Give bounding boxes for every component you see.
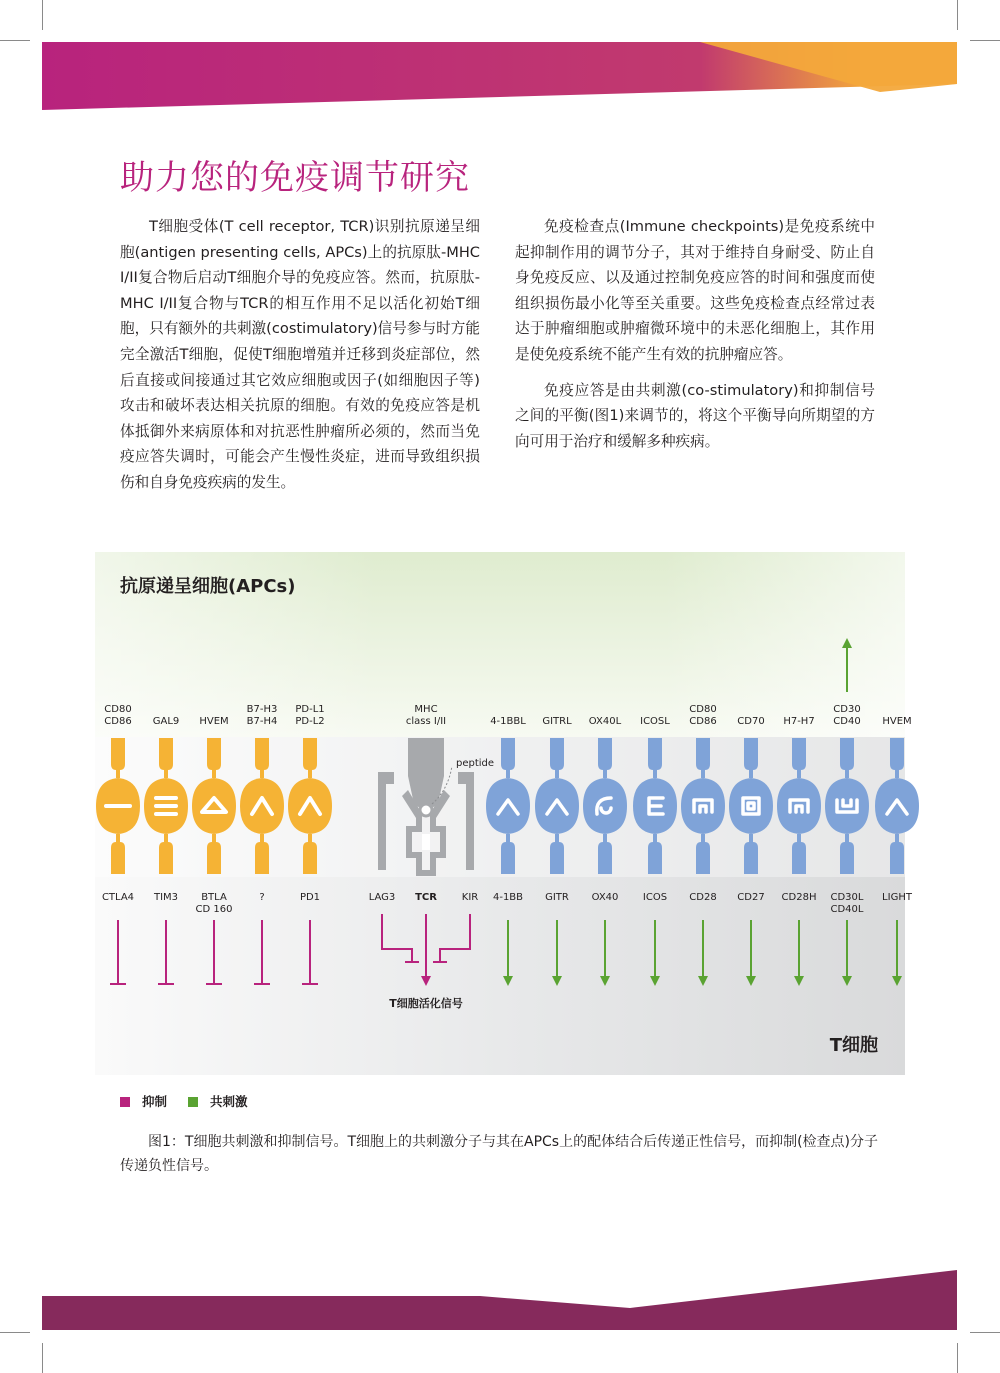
receptor-label: CTLA4 <box>101 892 135 903</box>
ligand-label: CD86 <box>104 716 132 727</box>
intro-column-right <box>515 214 875 454</box>
ligand-label: PD-L2 <box>295 716 325 727</box>
bottom-banner <box>0 1268 1000 1338</box>
ligand-label: HVEM <box>882 716 912 727</box>
receptor-label: KIR <box>461 892 479 903</box>
receptor-label: TIM3 <box>153 892 179 903</box>
mhc-molecule <box>408 738 444 776</box>
ligand-receptor-complex <box>240 778 284 834</box>
page-title: 助力您的免疫调节研究 <box>120 158 470 198</box>
ligand-label: MHC <box>414 704 438 715</box>
paragraph: T细胞受体(T cell receptor, TCR)识别抗原递呈细胞(antigen presenting cells, APCs)上的抗原肽-MHC I/II复合物后启动T细胞介导的免疫应答。然而，抗原肽-MHC I/II复合物与TCR的相互作用不足以活化初始T细胞，只有额外的共刺激(costimulatory)信号参与时方能完全激活T细胞，促使T细胞增殖并迁移到炎症部位，然后直接或间接通过其它效应细胞或因子(如细胞因子等) 攻击和破坏表达相关抗原的细胞。有效的免疫应答是机体抵御外来病原体和对抗恶性肿瘤所必须的，然而当免疫应答失调时，可能会产生慢性炎症，进而导致组织损伤和自身免疫疾病的发生。 <box>120 218 480 491</box>
ligand-label: B7-H3 <box>246 704 278 715</box>
ligand-receptor-complex <box>875 778 919 834</box>
receptor-label: CD28H <box>781 892 817 903</box>
receptor-label: PD1 <box>299 892 321 903</box>
receptor-label: GITR <box>545 892 569 903</box>
legend-inhibit <box>120 1092 167 1110</box>
receptor-label: LAG3 <box>368 892 396 903</box>
ligand-label: PD-L1 <box>295 704 325 715</box>
peptide-label: peptide <box>456 758 495 769</box>
receptor-label: BTLA <box>201 892 227 903</box>
receptor-label: LIGHT <box>882 892 912 903</box>
receptor-label: CD 160 <box>195 904 233 915</box>
ligand-label: HVEM <box>199 716 229 727</box>
receptor-label: OX40 <box>591 892 619 903</box>
activation-label: T细胞活化信号 <box>389 997 463 1010</box>
ligand-label: GITRL <box>542 716 572 727</box>
ligand-label: 4-1BBL <box>490 716 526 727</box>
figure-caption: 图1：T细胞共刺激和抑制信号。T细胞上的共刺激分子与其在APCs上的配体结合后传递正性信号，而抑制(检查点)分子传递负性信号。 <box>120 1134 879 1174</box>
ligand-label: ICOSL <box>640 716 670 727</box>
receptor-label: 4-1BB <box>492 892 524 903</box>
ligand-label: GAL9 <box>152 716 180 727</box>
top-banner <box>0 40 1000 112</box>
intro-column-left <box>120 214 480 496</box>
ligand-label: CD80 <box>104 704 132 715</box>
ligand-receptor-complex <box>535 778 579 834</box>
receptor-label: ICOS <box>642 892 668 903</box>
crop-mark <box>957 1343 958 1373</box>
receptor-label: TCR <box>415 892 437 903</box>
receptor-label: CD28 <box>689 892 717 903</box>
ligand-label: CD30 <box>833 704 861 715</box>
receptor-label: CD27 <box>737 892 765 903</box>
ligand-label: CD86 <box>689 716 717 727</box>
ligand-label: H7-H7 <box>783 716 815 727</box>
ligand-label: CD40 <box>833 716 861 727</box>
legend-costim <box>188 1092 248 1110</box>
ligand-receptor-complex <box>288 778 332 834</box>
crop-mark <box>957 0 958 30</box>
receptor-label: CD30L <box>830 892 864 903</box>
legend-costim-swatch <box>188 1097 198 1107</box>
legend-inhibit-swatch <box>120 1097 130 1107</box>
paragraph: 免疫检查点(Immune checkpoints)是免疫系统中起抑制作用的调节分子，其对于维持自身耐受、防止自身免疫反应、以及通过控制免疫应答的时间和强度而使组织损伤最小化等至关重要。这些免疫检查点经常过表达于肿瘤细胞或肿瘤微环境中的未恶化细胞上，其作用是使免疫系统不能产生有效的抗肿瘤应答。 <box>515 218 875 363</box>
costim-inhibit-diagram <box>95 552 912 1075</box>
ligand-label: B7-H4 <box>246 716 278 727</box>
ligand-label: CD80 <box>689 704 717 715</box>
ligand-receptor-complex <box>729 778 773 834</box>
paragraph: 免疫应答是由共刺激(co-stimulatory)和抑制信号之间的平衡(图1)来调节的，将这个平衡导向所期望的方向可用于治疗和缓解多种疾病。 <box>515 381 875 450</box>
tcr-molecule <box>422 834 430 850</box>
legend-costim-label: 共刺激 <box>210 1094 248 1109</box>
ligand-receptor-complex <box>486 778 530 834</box>
receptor-label: ? <box>259 892 265 903</box>
ligand-label: CD70 <box>737 716 765 727</box>
apc-label: 抗原递呈细胞(APCs) <box>120 576 296 597</box>
ligand-receptor-complex <box>192 778 236 834</box>
crop-mark <box>42 0 43 30</box>
ligand-label: class I/II <box>405 716 447 727</box>
ligand-receptor-complex <box>583 778 627 834</box>
ligand-label: OX40L <box>588 716 622 727</box>
legend-inhibit-label: 抑制 <box>142 1094 168 1109</box>
receptor-label: CD40L <box>830 904 864 915</box>
tcell-label: T细胞 <box>829 1035 878 1056</box>
crop-mark <box>42 1343 43 1373</box>
